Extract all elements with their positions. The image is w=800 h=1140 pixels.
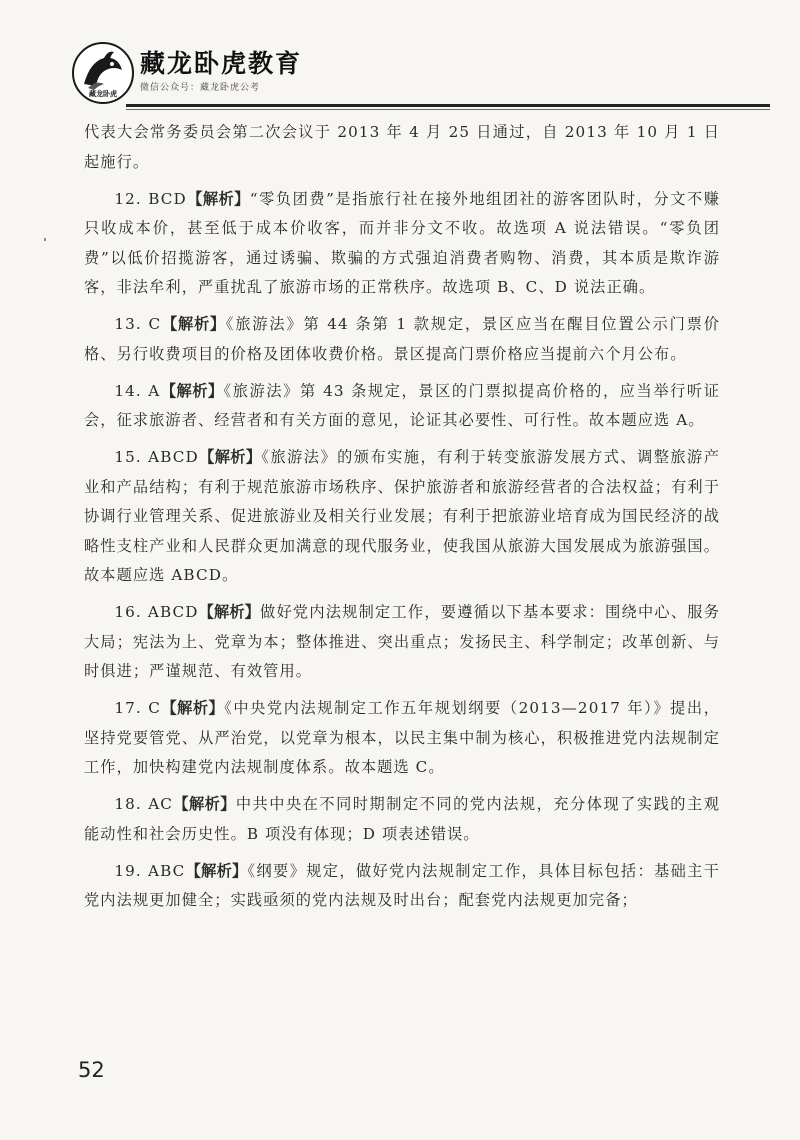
analysis-label: 【解析】: [198, 448, 262, 466]
item-text: 《旅游法》的颁布实施，有利于转变旅游发展方式、调整旅游产业和产品结构；有利于规范旅游市场秩序、保护旅游者和旅游经营者的合法权益；有利于协调行业管理关系、促进旅游业及相关行业发展；有利于把旅游业培育成为国民经济的战略性支柱产业和人民群众更加满意的现代服务业，使我国从旅游大国发展成为旅游强国。故本题应选 ABCD。: [84, 448, 721, 584]
header-divider: [126, 104, 770, 107]
item-text: 《旅游法》第 43 条规定，景区的门票拟提高价格的，应当举行听证会，征求旅游者、经营者和有关方面的意见，论证其必要性、可行性。故本题应选 A。: [84, 381, 720, 429]
analysis-label: 【解析】: [198, 603, 261, 621]
intro-paragraph: 代表大会常务委员会第二次会议于 2013 年 4 月 25 日通过，自 2013 年 10 月 1 日起施行。: [84, 123, 720, 171]
analysis-label: 【解析】: [160, 699, 225, 717]
answer-item-17: [84, 694, 720, 783]
item-text: 做好党内法规制定工作，要遵循以下基本要求：围绕中心、服务大局；宪法为上、党章为本；整体推进、突出重点；发扬民主、科学制定；改革创新、与时俱进；严谨规范、有效管用。: [84, 603, 720, 680]
brand-logo: [72, 42, 134, 104]
analysis-label: 【解析】: [160, 381, 224, 400]
answer-item-18: [84, 790, 720, 849]
item-text: 《旅游法》第 44 条第 1 款规定，景区应当在醒目位置公示门票价格、另行收费项目的价格及团体收费价格。景区提高门票价格应当提前六个月公布。: [84, 315, 721, 363]
brand-subtitle: 微信公众号：藏龙卧虎公考: [140, 83, 261, 93]
page-number: 52: [78, 1058, 105, 1082]
page-header: [70, 38, 770, 108]
item-text: “零负团费”是指旅行社在接外地组团社的游客团队时，分文不赚只收成本价，甚至低于成本价收客，而并非分文不收。故选项 A 说法错误。“零负团费”以低价招揽游客，通过诱骗、欺骗的方式强迫消费者购物、消费，其本质是欺诈游客，非法牟利，严重扰乱了旅游市场的正常秩序。故选项 B、C、D 说法正确。: [84, 189, 721, 296]
item-number: 14. A: [114, 381, 161, 400]
item-number: 13. C: [114, 315, 162, 333]
item-number: 16. ABCD: [114, 603, 199, 621]
answer-item-15: [84, 443, 720, 591]
brand-title: 藏龙卧虎教育: [140, 49, 303, 78]
item-text: 中共中央在不同时期制定不同的党内法规，充分体现了实践的主观能动性和社会历史性。B 项没有体现；D 项表述错误。: [84, 795, 720, 843]
item-text: 《纲要》规定，做好党内法规制定工作，具体目标包括：基础主干党内法规更加健全；实践亟须的党内法规及时出台；配套党内法规更加完备；: [84, 861, 721, 909]
analysis-label: 【解析】: [172, 795, 236, 813]
answer-explanations: [84, 118, 720, 923]
margin-mark: [44, 238, 46, 241]
analysis-label: 【解析】: [185, 861, 248, 880]
item-number: 12. BCD: [114, 189, 187, 208]
analysis-label: 【解析】: [186, 189, 250, 208]
answer-item-13: [84, 310, 720, 369]
answer-item-14: [84, 377, 720, 436]
answer-item-16: [84, 598, 720, 687]
item-text: 《中央党内法规制定工作五年规划纲要（2013—2017 年）》提出，坚持党要管党、从严治党，以党章为根本，以民主集中制为核心，积极推进党内法规制定工作，加快构建党内法规制度体系。故本题选 C。: [84, 699, 720, 776]
item-number: 15. ABCD: [114, 448, 199, 466]
answer-item-12: [84, 185, 720, 303]
item-number: 19. ABC: [114, 861, 186, 880]
logo-caption: 藏龙卧虎: [89, 90, 117, 98]
header-divider-thin: [126, 109, 770, 110]
answer-item-19: [84, 857, 720, 916]
item-number: 18. AC: [114, 795, 173, 813]
item-number: 17. C: [114, 699, 161, 717]
analysis-label: 【解析】: [161, 315, 226, 333]
